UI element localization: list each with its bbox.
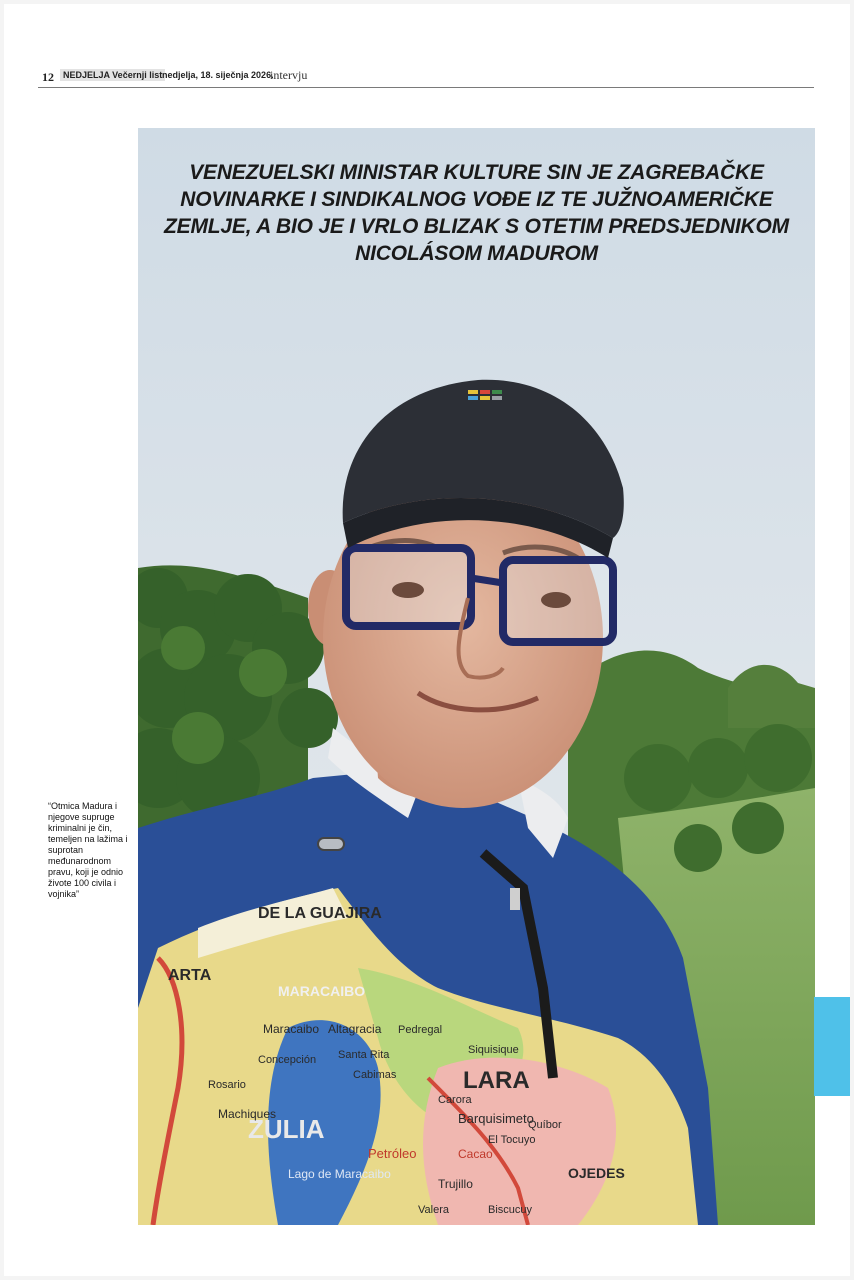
newspaper-page [4,4,850,1276]
map-label-cacao: Cacao [458,1147,493,1161]
map-label-arta: ARTA [168,967,212,984]
map-label-pedregal: Pedregal [398,1024,443,1036]
map-label-carora: Carora [438,1094,472,1106]
map-label-altagracia: Altagracia [328,1022,382,1036]
map-label-concepcion: Concepción [258,1054,317,1066]
pull-quote: “Otmica Madura i njegove supruge kriminalni je čin, temeljen na lažima i suprotan međunarodnom pravu, koji je odnio živote 100 civila i vojnika” [48,801,128,899]
section-color-tab [814,997,850,1096]
map-label-trujillo: Trujillo [438,1177,473,1191]
map-label-maracaibo-city: Maracaibo [263,1022,320,1036]
map-label-santa-rita: Santa Rita [338,1049,390,1061]
map-label-petroleo: Petróleo [368,1146,417,1161]
map-label-cabimas: Cabimas [353,1069,397,1081]
article-headline: VENEZUELSKI MINISTAR KULTURE SIN JE ZAGREBAČKE NOVINARKE I SINDIKALNOG VOĐE IZ TE JUŽNOAMERIČKE ZEMLJE, A BIO JE I VRLO BLIZAK S OTETIM PREDSJEDNIKOM NICOLÁSOM MADUROM [164,161,789,265]
masthead: NEDJELJA Večernji list [60,69,165,81]
map-label-lake: Lago de Maracaibo [288,1167,391,1181]
map-label-guajira: DE LA GUAJIRA [258,905,382,922]
map-label-rosario: Rosario [208,1079,246,1091]
map-label-machiques: Machiques [218,1107,277,1121]
page-number: 12 [42,70,54,84]
page-header [38,67,814,88]
map-label-biscucuy: Biscucuy [488,1204,533,1216]
map-label-siquisique: Siquisique [468,1044,519,1056]
section-label: intervju [270,68,308,82]
map-label-quibor: Quíbor [528,1119,562,1131]
portrait-photo [138,128,815,1225]
map-label-ojedes: OJEDES [568,1165,625,1181]
map-label-el-tocuyo: El Tocuyo [488,1134,536,1146]
map-label-zulia: ZULIA [248,1114,325,1144]
map-label-barquisimeto: Barquisimeto [458,1111,534,1126]
map-label-valera: Valera [418,1204,449,1216]
map-label-maracaibo-region: MARACAIBO [278,983,366,999]
issue-date: nedjelja, 18. siječnja 2026. [162,70,274,80]
map-label-lara: LARA [463,1067,530,1094]
